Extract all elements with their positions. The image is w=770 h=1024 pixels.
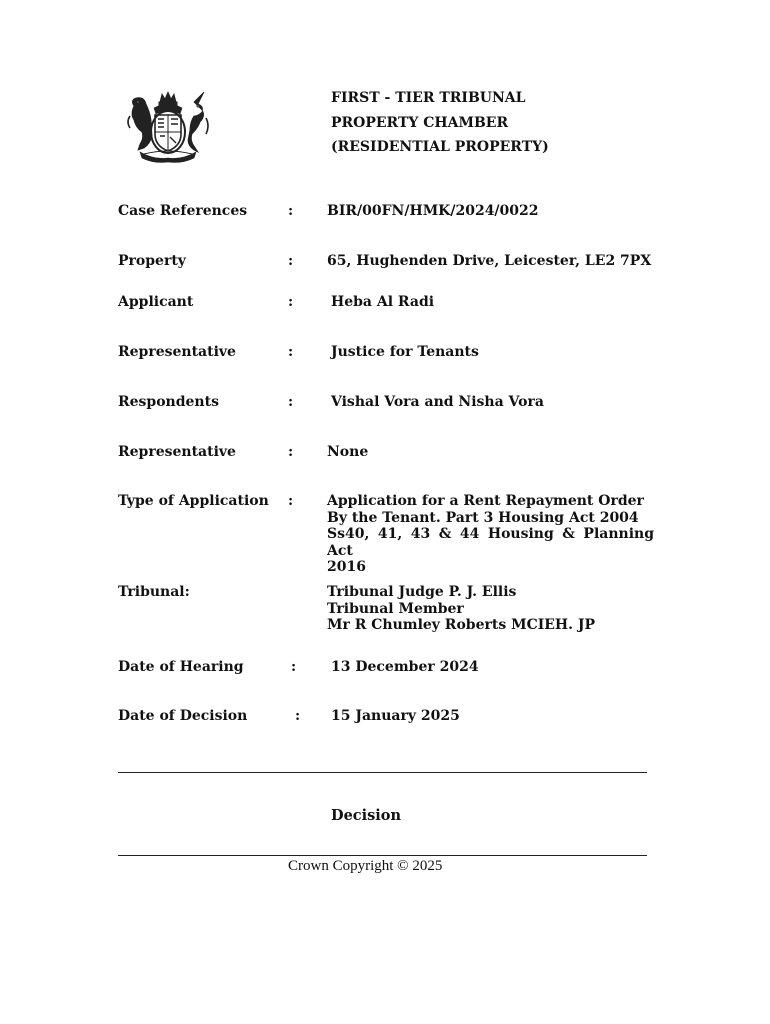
colon: :	[288, 394, 294, 410]
case-references-label: Case References	[118, 203, 248, 219]
property-value: 65, Hughenden Drive, Leicester, LE2 7PX	[327, 253, 652, 269]
case-references-value: BIR/00FN/HMK/2024/0022	[327, 203, 539, 219]
application-line: By the Tenant. Part 3 Housing Act 2004	[327, 509, 639, 526]
tribunal-members	[327, 584, 654, 634]
type-of-application-label: Type of Application	[118, 493, 269, 509]
type-of-application-value	[327, 493, 654, 576]
colon: :	[288, 344, 294, 360]
respondent-representative-value: None	[327, 444, 369, 460]
royal-coat-of-arms-icon	[124, 88, 212, 164]
tribunal-heading	[331, 86, 549, 160]
respondents-label: Respondents	[118, 394, 219, 410]
tribunal-line: Tribunal Member	[327, 600, 464, 617]
colon: :	[288, 203, 294, 219]
applicant-label: Applicant	[118, 294, 194, 310]
application-line: 2016	[327, 559, 366, 575]
respondent-representative-label: Representative	[118, 444, 236, 460]
colon: :	[295, 708, 301, 724]
colon: :	[288, 253, 294, 269]
colon: :	[288, 444, 294, 460]
colon: :	[288, 294, 294, 310]
property-label: Property	[118, 253, 186, 269]
copyright-notice: Crown Copyright © 2025	[288, 858, 443, 874]
representative-label: Representative	[118, 344, 236, 360]
tribunal-line: Tribunal Judge P. J. Ellis	[327, 584, 517, 600]
applicant-value: Heba Al Radi	[331, 294, 435, 310]
colon: :	[288, 493, 294, 509]
divider	[118, 855, 647, 856]
date-of-decision-value: 15 January 2025	[331, 708, 460, 724]
colon: :	[291, 659, 297, 675]
application-line: Application for a Rent Repayment Order	[327, 493, 644, 509]
date-of-decision-label: Date of Decision	[118, 708, 248, 724]
date-of-hearing-label: Date of Hearing	[118, 659, 244, 675]
representative-value: Justice for Tenants	[331, 344, 479, 360]
application-line: Ss40, 41, 43 & 44 Housing & Planning Act	[327, 526, 654, 559]
heading-line: (RESIDENTIAL PROPERTY)	[331, 139, 549, 155]
heading-line: PROPERTY CHAMBER	[331, 114, 509, 131]
heading-line: FIRST - TIER TRIBUNAL	[331, 90, 526, 106]
tribunal-line: Mr R Chumley Roberts MCIEH. JP	[327, 617, 596, 633]
divider	[118, 772, 647, 773]
tribunal-label: Tribunal:	[118, 584, 190, 600]
respondents-value: Vishal Vora and Nisha Vora	[331, 394, 544, 410]
decision-heading: Decision	[331, 807, 402, 824]
date-of-hearing-value: 13 December 2024	[331, 659, 479, 675]
